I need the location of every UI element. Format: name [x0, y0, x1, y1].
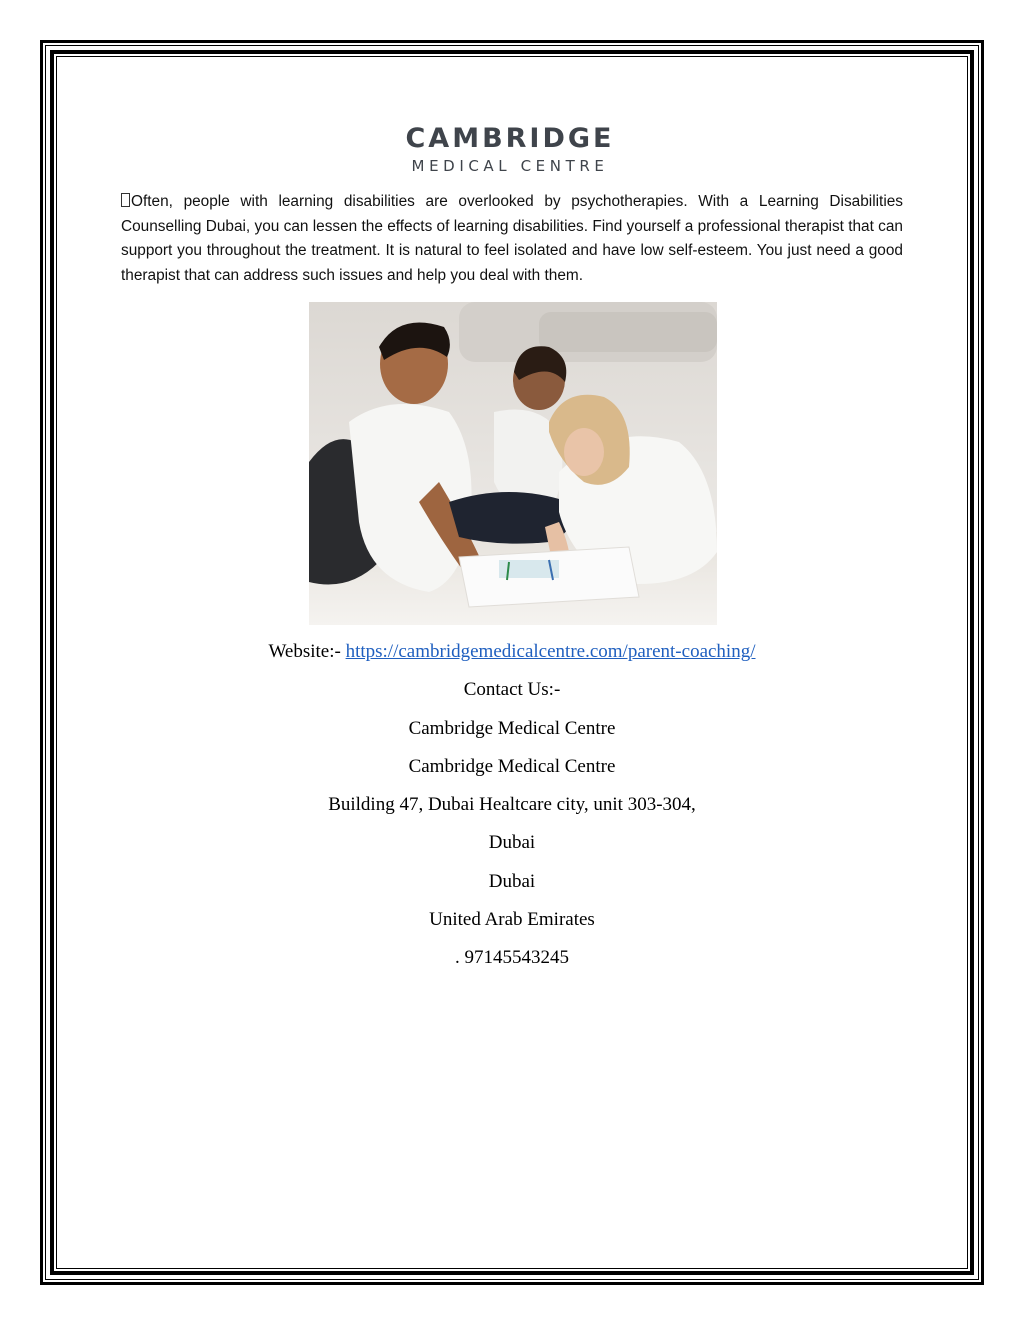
cambridge-medical-centre-logo [390, 124, 630, 176]
contact-city-2: Dubai [488, 870, 536, 892]
intro-text: Often, people with learning disabilities are overlooked by psychotherapies. With a Learning Disabilities Counselling Dubai, you can lessen the effects of learning disabilities. Find yourself a professional therapist that can support you throughout the treatment. It is natural to feel isolated and have low self-esteem. You just need a good therapist that can address such issues and help you deal with them. [121, 193, 903, 284]
contact-phone: . 97145543245 [455, 947, 569, 969]
website-label: Website:- [268, 641, 346, 662]
contact-heading: Contact Us:- [463, 679, 561, 701]
logo-line-2: MEDICAL CENTRE [411, 157, 609, 175]
logo-line-1: CAMBRIDGE [405, 123, 615, 154]
family-photo-illustration [309, 302, 717, 625]
intro-paragraph [121, 190, 903, 288]
family-photo [309, 302, 717, 625]
contact-address: Building 47, Dubai Healtcare city, unit 303-304, [328, 794, 696, 816]
contact-section [112, 640, 912, 985]
missing-glyph-icon [121, 193, 130, 207]
website-link[interactable]: https://cambridgemedicalcentre.com/parent-coaching/ [345, 641, 756, 662]
contact-name-2: Cambridge Medical Centre [408, 755, 616, 777]
website-line [112, 640, 912, 664]
contact-country: United Arab Emirates [429, 909, 595, 931]
contact-city-1: Dubai [488, 832, 536, 854]
contact-name-1: Cambridge Medical Centre [408, 717, 616, 739]
